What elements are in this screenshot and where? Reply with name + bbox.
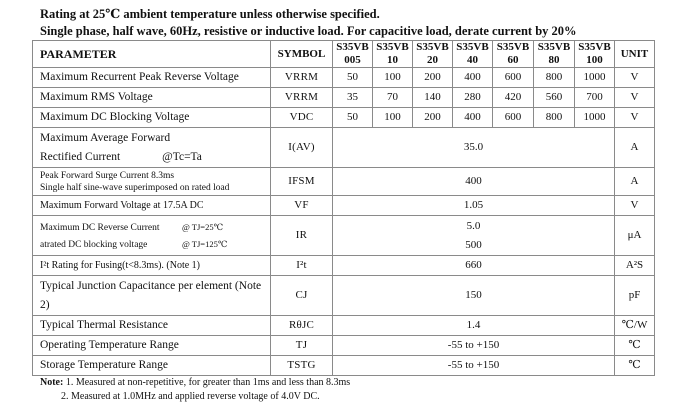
parameter-cell: Typical Thermal Resistance — [33, 316, 271, 336]
table-row — [33, 196, 655, 216]
value-cell: 1000 — [575, 108, 615, 128]
unit-cell: ℃/W — [615, 316, 655, 336]
table-row — [33, 356, 655, 376]
unit-cell: V — [615, 68, 655, 88]
parameter-cell: Typical Junction Capacitance per element (Note 2) — [33, 276, 271, 316]
table-row — [33, 336, 655, 356]
column-header-symbol: SYMBOL — [271, 41, 333, 68]
table-row — [33, 128, 655, 168]
value-cell: 1.4 — [333, 316, 615, 336]
table-row — [33, 276, 655, 316]
column-header-part: S35VB 005 — [333, 41, 373, 68]
column-header-part: S35VB 10 — [373, 41, 413, 68]
symbol-cell: CJ — [271, 276, 333, 316]
unit-cell: V — [615, 108, 655, 128]
value-cell: 50 — [333, 68, 373, 88]
value-cell: 600 — [493, 68, 534, 88]
symbol-cell: RθJC — [271, 316, 333, 336]
rating-header-line-1: Rating at 25℃ ambient temperature unless otherwise specified. — [40, 7, 380, 21]
unit-cell: V — [615, 88, 655, 108]
table-row — [33, 256, 655, 276]
value-cell: 700 — [575, 88, 615, 108]
parameter-cell: I²t Rating for Fusing(t<8.3ms). (Note 1) — [33, 256, 271, 276]
footnote-2: 2. Measured at 1.0MHz and applied reverse voltage of 4.0V DC. — [61, 391, 320, 402]
value-cell: 140 — [413, 88, 453, 108]
symbol-cell: I²t — [271, 256, 333, 276]
value-cell: 100 — [373, 68, 413, 88]
value-cell: 150 — [333, 276, 615, 316]
value-cell: 35.0 — [333, 128, 615, 168]
symbol-cell: TJ — [271, 336, 333, 356]
value-cell: 800 — [534, 108, 575, 128]
parameter-cell: Maximum RMS Voltage — [33, 88, 271, 108]
symbol-cell: I(AV) — [271, 128, 333, 168]
unit-cell: pF — [615, 276, 655, 316]
ratings-table — [32, 40, 655, 376]
note-1-text: 1. Measured at non-repetitive, for greater than 1ms and less than 8.3ms — [65, 377, 351, 388]
parameter-cell: Maximum Forward Voltage at 17.5A DC — [33, 196, 271, 216]
value-cell: -55 to +150 — [333, 356, 615, 376]
column-header-unit: UNIT — [615, 41, 655, 68]
value-cell: 200 — [413, 108, 453, 128]
value-cell: 400 — [453, 68, 493, 88]
unit-cell: A²S — [615, 256, 655, 276]
table-row — [33, 216, 655, 256]
column-header-part: S35VB 20 — [413, 41, 453, 68]
table-header-row — [33, 41, 655, 68]
parameter-cell: Maximum Average Forward Rectified Current @Tc=Ta — [33, 128, 271, 168]
column-header-part: S35VB 100 — [575, 41, 615, 68]
value-cell: 800 — [534, 68, 575, 88]
value-cell: 400 — [453, 108, 493, 128]
value-cell: 1000 — [575, 68, 615, 88]
unit-cell: V — [615, 196, 655, 216]
value-cell: -55 to +150 — [333, 336, 615, 356]
symbol-cell: VRRM — [271, 68, 333, 88]
parameter-cell: Maximum DC Blocking Voltage — [33, 108, 271, 128]
parameter-cell: Operating Temperature Range — [33, 336, 271, 356]
symbol-cell: IFSM — [271, 168, 333, 196]
column-header-part: S35VB 40 — [453, 41, 493, 68]
note-label: Note: — [40, 377, 64, 388]
parameter-cell: Storage Temperature Range — [33, 356, 271, 376]
footnote-1 — [40, 377, 350, 388]
column-header-part: S35VB 60 — [493, 41, 534, 68]
parameter-cell: Peak Forward Surge Current 8.3ms Single half sine-wave superimposed on rated load — [33, 168, 271, 196]
value-cell: 1.05 — [333, 196, 615, 216]
rating-header-line-2: Single phase, half wave, 60Hz, resistive or inductive load. For capacitive load, derate current by 20% — [40, 24, 577, 38]
table-row — [33, 168, 655, 196]
value-cell: 660 — [333, 256, 615, 276]
value-cell: 35 — [333, 88, 373, 108]
symbol-cell: IR — [271, 216, 333, 256]
value-cell: 560 — [534, 88, 575, 108]
unit-cell: μA — [615, 216, 655, 256]
unit-cell: ℃ — [615, 356, 655, 376]
symbol-cell: VF — [271, 196, 333, 216]
table-row — [33, 88, 655, 108]
value-cell: 280 — [453, 88, 493, 108]
value-cell: 600 — [493, 108, 534, 128]
symbol-cell: VRRM — [271, 88, 333, 108]
unit-cell: A — [615, 168, 655, 196]
column-header-part: S35VB 80 — [534, 41, 575, 68]
column-header-parameter: PARAMETER — [33, 41, 271, 68]
value-cell: 400 — [333, 168, 615, 196]
table-row — [33, 68, 655, 88]
value-cell: 50 — [333, 108, 373, 128]
value-cell: 100 — [373, 108, 413, 128]
parameter-cell: Maximum DC Reverse Current @ TJ=25℃ atrated DC blocking voltage @ TJ=125℃ — [33, 216, 271, 256]
table-row — [33, 316, 655, 336]
parameter-cell: Maximum Recurrent Peak Reverse Voltage — [33, 68, 271, 88]
value-cell: 200 — [413, 68, 453, 88]
value-cell: 5.0 500 — [333, 216, 615, 256]
unit-cell: A — [615, 128, 655, 168]
symbol-cell: VDC — [271, 108, 333, 128]
symbol-cell: TSTG — [271, 356, 333, 376]
table-row — [33, 108, 655, 128]
unit-cell: ℃ — [615, 336, 655, 356]
value-cell: 70 — [373, 88, 413, 108]
value-cell: 420 — [493, 88, 534, 108]
